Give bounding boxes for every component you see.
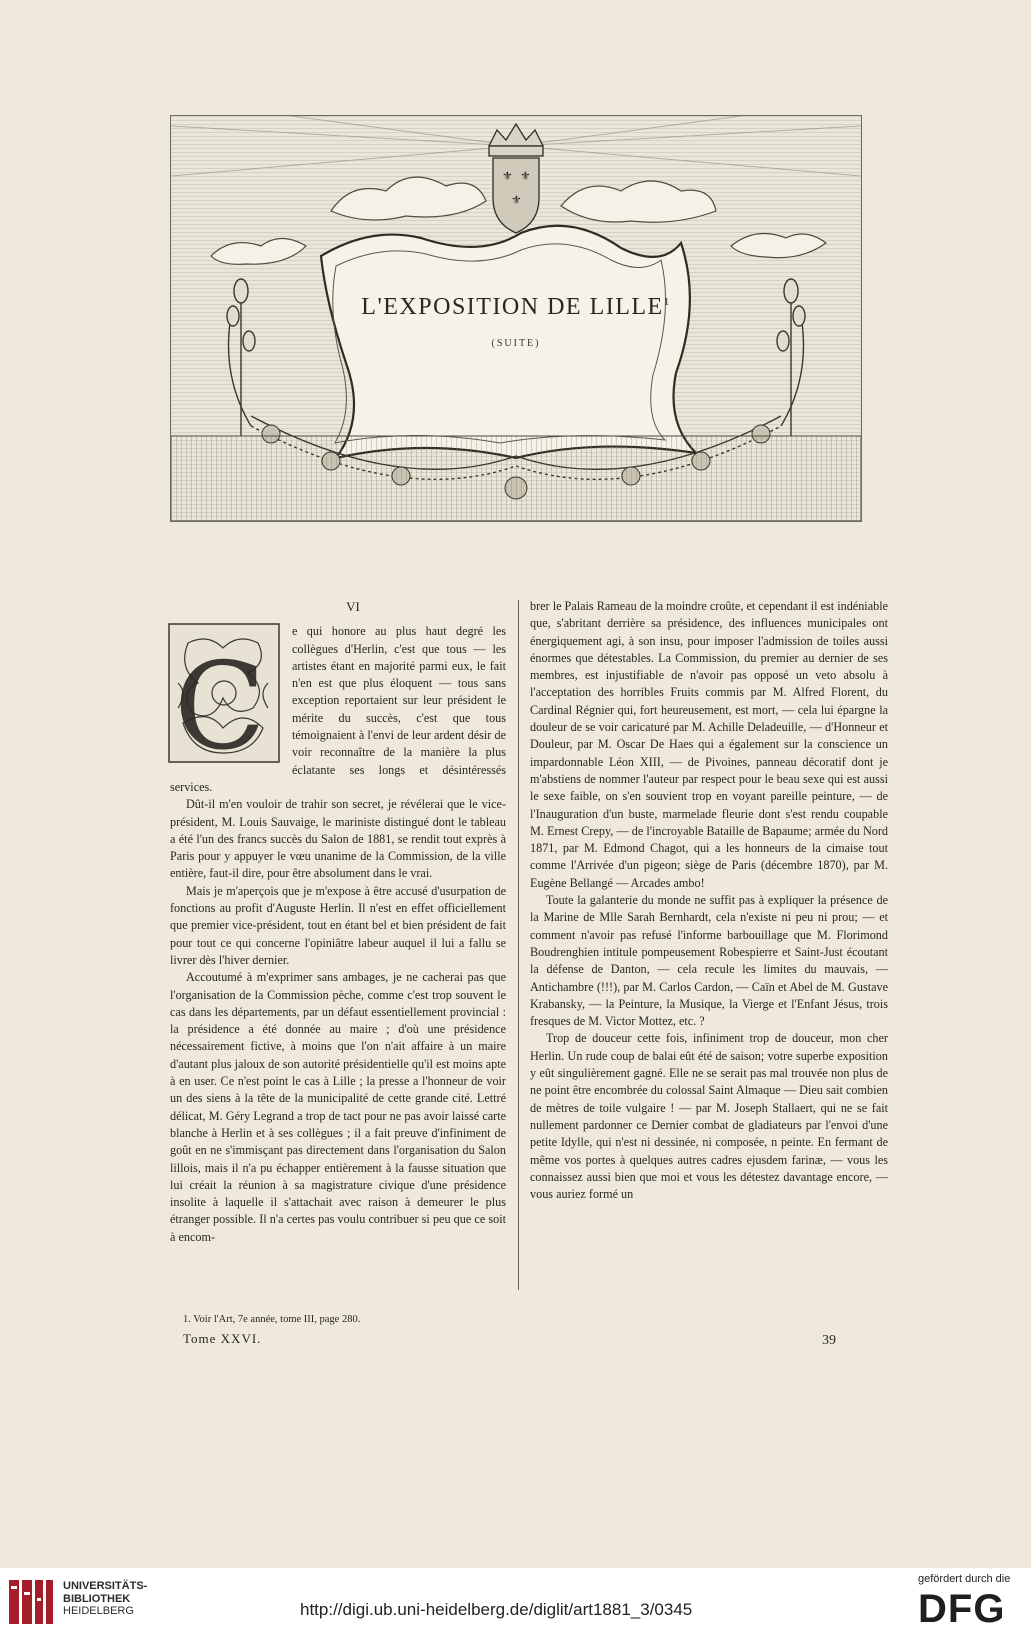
- library-line-3: HEIDELBERG: [63, 1605, 134, 1617]
- dfg-logo[interactable]: DFG: [918, 1587, 1006, 1631]
- library-line-1: UNIVERSITÄTS-: [63, 1580, 148, 1592]
- footnote: 1. Voir l'Art, 7e année, tome III, page 280.: [183, 1314, 361, 1325]
- paragraph-6: Toute la galanterie du monde ne suffit pas à expliquer la présence de la Marine de Mlle Sarah Bernhardt, cela n'existe ni peu ni prou; — et comment n'avoir pas refusé l'informe barbouillage que M. Florimond Boudrenghien intitule pompeusement Robespierre et Saint-Just écoutant la défense de Danton, — cela recule les limites du mauvais, — Antichambre (!!!), par M. Carlos Cardon, — Caïn et Abel de M. Gustave Krabansky, — la Peinture, la Musique, la Vierge et l'Enfant Jésus, trois fresques de M. Victor Mottez, etc. ?: [530, 893, 888, 1029]
- paragraph-7: Trop de douceur cette fois, infiniment trop de douceur, mon cher Herlin. Un rude coup de balai eût été de saison; votre superbe exposition y eût singulièrement gagné. Elle ne se serait pas mal trouvée non plus de ne point être encombrée du colossal Saint Almaque — Dieu sait combien de mètres de toile vulgaire ! — par M. Joseph Stallaert, qui ne se fait nullement pardonner ce Dernier combat de gladiateurs par l'envoi d'une petite Idylle, qui n'est ni dessinée, ni composée, n peinte. En fermant de même vos portes à quelques autres cadres ejusdem farinæ, — vous les connaissez aussi bien que moi et vous les détestez davantage encore, — vous auriez formé un: [530, 1031, 888, 1202]
- volume-label: Tome XXVI.: [183, 1331, 262, 1346]
- funding-label: gefördert durch die: [918, 1573, 1011, 1585]
- library-name[interactable]: [63, 1580, 147, 1618]
- left-text-column: [170, 598, 506, 1246]
- paragraph-2: Dût-il m'en vouloir de trahir son secret, je révélerai que le vice-président, M. Louis Sauvaige, le mariniste distingué dont le tableau a été l'un des francs succès du Salon de 1881, se rendit tout exprès à Paris pour y appuyer le vœu unanime de la Commission, de la ville entière, faut-il dire, pour être absolument dans le vrai.: [170, 797, 506, 881]
- dropcap-ornament-icon: [168, 623, 280, 763]
- article-title: L'EXPOSITION DE LILLE$^1$: [361, 294, 671, 320]
- digitization-footer: [0, 1568, 1031, 1635]
- svg-text:⚜: ⚜: [520, 169, 531, 183]
- paragraph-4: Accoutumé à m'exprimer sans ambages, je ne cacherai pas que l'organisation de la Commission pèche, comme c'est trop souvent le cas dans les départements, par un défaut essentiellement provincial : la présidence a été donnée au maire ; d'où une présidence nécessairement fictive, à moins que l'on n'ait affaire à un maire d'autant plus jaloux de son autorité présidentielle qu'il est moins apte à en user. Ce n'est point le cas à Lille ; la presse a l'honneur de voir un des siens à la tête de la municipalité de cette grande cité. Lettré délicat, M. Géry Legrand a trop de tact pour ne pas avoir laissé carte blanche à Herlin et à ses collègues ; il a fait preuve d'infiniment de goût en ne s'immisçant pas directement dans l'organisation du Salon lillois, mais il n'a pu échapper entièrement à la fausse situation que lui créait la réunion à sa magistrature civique d'une présidence insolite à laquelle il s'attachait avec raison à demeurer le plus étranger possible. Il n'a certes pas voulu contribuer si peu que ce soit à encom-: [170, 970, 506, 1244]
- svg-text:⚜: ⚜: [511, 193, 522, 207]
- article-subtitle: (SUITE): [491, 338, 541, 349]
- svg-text:⚜: ⚜: [502, 169, 513, 183]
- section-number: VI: [346, 599, 360, 614]
- right-text-column: [530, 598, 888, 1203]
- engraved-header-banner: [170, 115, 862, 522]
- paragraph-1: e qui honore au plus haut degré les collègues d'Herlin, c'est que tous — les artistes étant en majorité parmi eux, le fait n'en est que plus éloquent — tous sans exception reportaient sur leur président le mérite du succès, c'est que tous témoignaient à l'envi de leur ardent désir de voir reconnaître de la manière la plus éclatante ses longs et désintéressés services.: [170, 624, 506, 794]
- paragraph-3: Mais je m'aperçois que je m'expose à être accusé d'usurpation de fonctions au profit d'Auguste Herlin. Il n'est en effet officiellement que premier vice-président, tout en étant bel et bien président de fait pour tout ce qui concerne l'opiniâtre labeur auquel il lui a fallu se livrer dès l'hiver dernier.: [170, 883, 506, 967]
- university-library-logo-icon[interactable]: [5, 1576, 57, 1628]
- permalink-url[interactable]: http://digi.ub.uni-heidelberg.de/diglit/art1881_3/0345: [300, 1600, 693, 1619]
- column-divider: [518, 600, 519, 1290]
- ornamental-dropcap: [168, 623, 286, 765]
- library-line-2: BIBLIOTHEK: [63, 1592, 131, 1605]
- page-number: 39: [822, 1333, 836, 1348]
- paragraph-5: brer le Palais Rameau de la moindre croûte, et cependant il est indéniable que, s'abritant derrière sa présidence, des influences municipales ont énergiquement agi, à son insu, pour imposer l'admission de toiles aussi énormes que détestables. La Commission, du premier au dernier de ses membres, est injustifiable de n'avoir pas opposé un veto absolu à l'acceptation des horribles Fruits commis par M. Alfred Florent, du Cardinal Régnier qui, fort heureusement, est mort, — cela lui épargne la douleur de se voir caricaturé par M. Achille Deladeuille, — d'Honneur et Douleur, par M. Oscar De Haes qui a également sur la conscience un impardonnable Léon XIII, — de Pivoines, panneau décoratif dont je m'abstiens de nommer l'auteur par respect pour le beau sexe qui est aussi le sexe faible, on s'en souvient trop en voyant pareille peinture, — de l'Inauguration d'un buste, marmelade fleurie dont s'est rendu coupable M. Ernest Crepy, — de l'incroyable Bataille de Bapaume; armée du Nord 1871, par M. Edmond Chagot, qui a les honneurs de la cimaise tout comme l'Arrivée d'un pigeon; siège de Paris (décembre 1870), par M. Eugène Bellangé — Arcades ambo!: [530, 599, 888, 890]
- dropcap-letter: C: [174, 638, 266, 764]
- title-footnote-mark: 1: [663, 296, 671, 308]
